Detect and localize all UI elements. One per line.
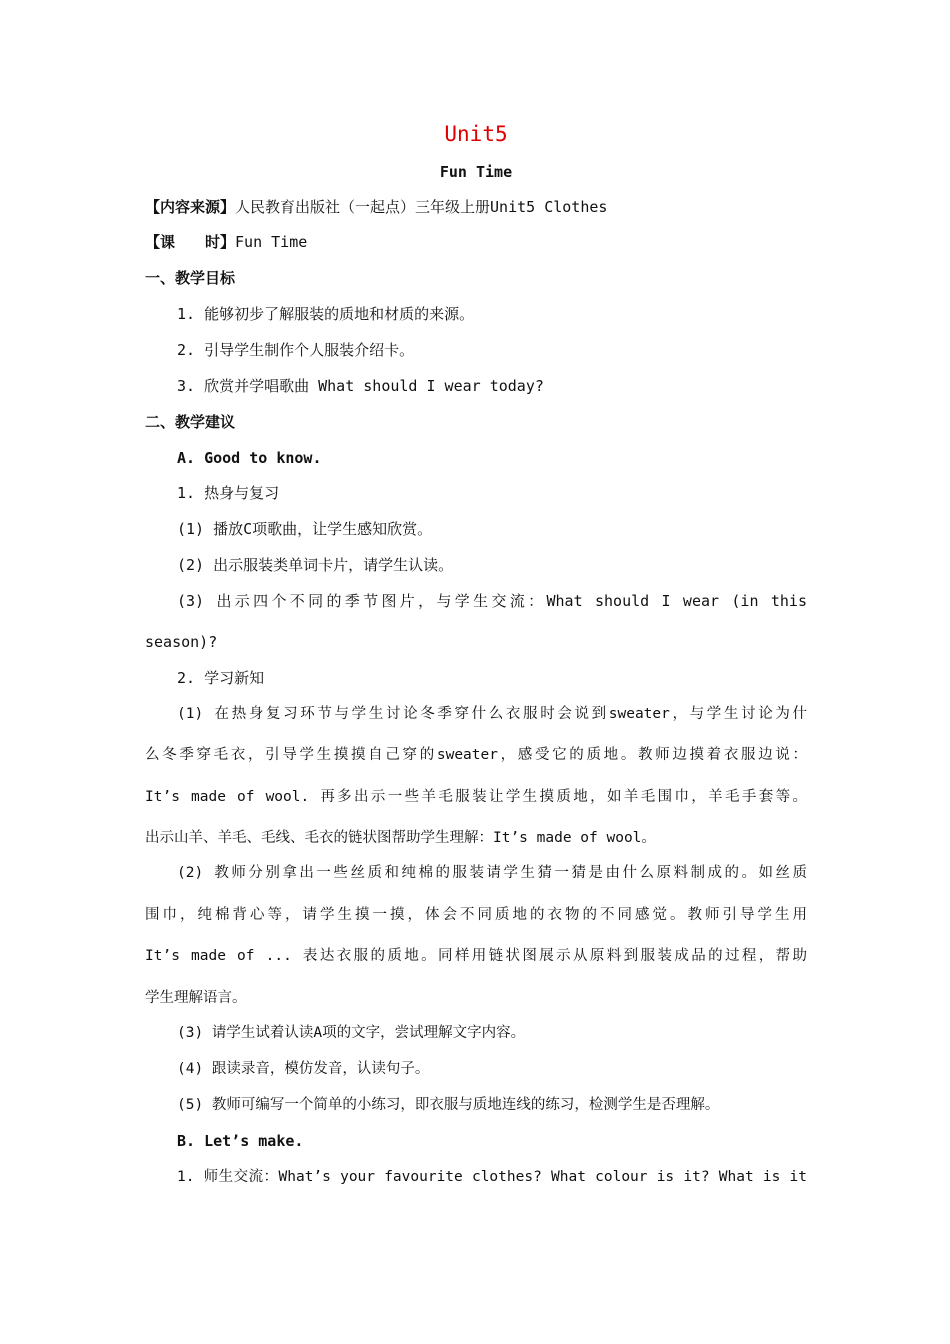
step-n1-line-4: 出示山羊、羊毛、毛线、毛衣的链状图帮助学生理解：It’s made of wool。 <box>145 830 656 846</box>
warmup-step-3-line-1: (3) 出示四个不同的季节图片，与学生交流：What should I wear (in this <box>177 592 807 610</box>
warmup-heading: 1. 热身与复习 <box>177 484 280 502</box>
goal-item-1: 1. 能够初步了解服装的质地和材质的来源。 <box>177 305 475 323</box>
step-n4: (4) 跟读录音，模仿发音，认读句子。 <box>177 1061 430 1077</box>
source-label: 【内容来源】 <box>145 198 236 216</box>
part-a-heading: A. Good to know. <box>177 449 322 467</box>
source-line <box>145 196 807 218</box>
step-n2-line-4: 学生理解语言。 <box>145 990 247 1006</box>
step-n1-line-1: (1) 在热身复习环节与学生讨论冬季穿什么衣服时会说到sweater，与学生讨论为什 <box>177 706 807 722</box>
section1-heading: 一、教学目标 <box>145 269 236 287</box>
step-n1-line-2: 么冬季穿毛衣，引导学生摸摸自己穿的sweater，感受它的质地。教师边摸着衣服边说： <box>145 747 807 763</box>
warmup-step-2: (2) 出示服装类单词卡片，请学生认读。 <box>177 556 454 574</box>
page-title: Unit5 <box>444 122 508 146</box>
section2-heading: 二、教学建议 <box>145 413 236 431</box>
warmup-step-1: (1) 播放C项歌曲，让学生感知欣赏。 <box>177 520 433 538</box>
goal-item-3: 3. 欣赏并学唱歌曲 What should I wear today? <box>177 377 544 395</box>
part-b-step-1: 1. 师生交流：What’s your favourite clothes? What colour is it? What is it <box>177 1169 807 1185</box>
period-value: Fun Time <box>235 233 308 251</box>
source-value: 人民教育出版社（一起点）三年级上册Unit5 Clothes <box>235 198 608 216</box>
page-subtitle: Fun Time <box>439 163 513 181</box>
warmup-step-3-line-2: season)? <box>145 633 218 651</box>
new-learning-heading: 2. 学习新知 <box>177 669 265 687</box>
period-label: 【课 时】 <box>145 233 236 251</box>
period-line <box>145 231 807 253</box>
part-b-heading: B. Let’s make. <box>177 1132 304 1150</box>
step-n2-line-1: (2) 教师分别拿出一些丝质和纯棉的服装请学生猜一猜是由什么原料制成的。如丝质 <box>177 865 807 881</box>
step-n3: (3) 请学生试着认读A项的文字，尝试理解文字内容。 <box>177 1025 526 1041</box>
step-n1-line-3: It’s made of wool. 再多出示一些羊毛服装让学生摸质地，如羊毛围巾，羊毛手套等。 <box>145 789 807 805</box>
step-n2-line-2: 围巾，纯棉背心等，请学生摸一摸，体会不同质地的衣物的不同感觉。教师引导学生用 <box>145 907 807 923</box>
step-n5: (5) 教师可编写一个简单的小练习，即衣服与质地连线的练习，检测学生是否理解。 <box>177 1097 720 1113</box>
step-n2-line-3: It’s made of ... 表达衣服的质地。同样用链状图展示从原料到服装成品的过程，帮助 <box>145 948 807 964</box>
goal-item-2: 2. 引导学生制作个人服装介绍卡。 <box>177 341 415 359</box>
